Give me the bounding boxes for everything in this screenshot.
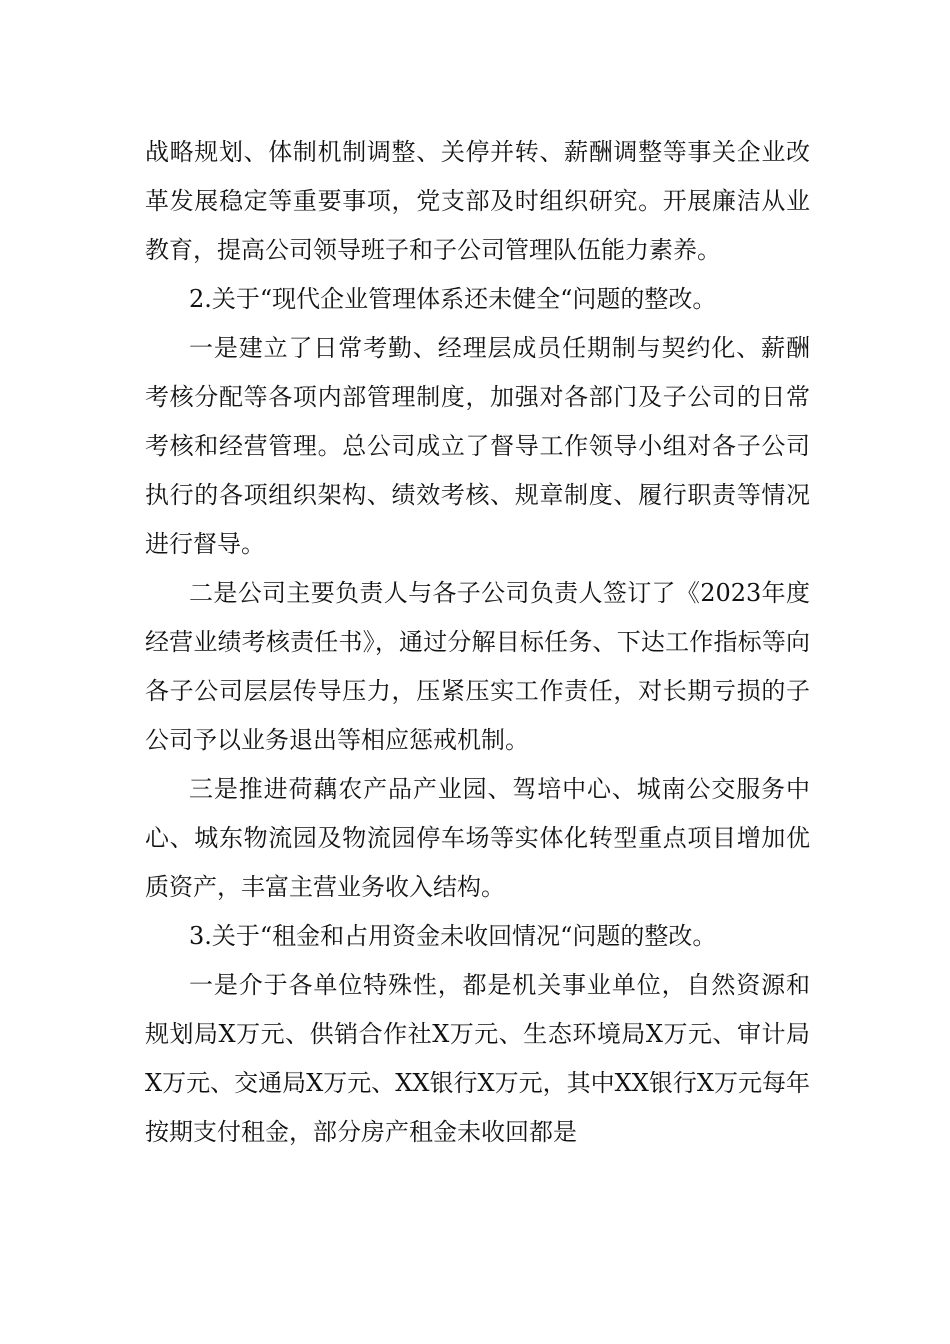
paragraph-item-2-first: 一是建立了日常考勤、经理层成员任期制与契约化、薪酬考核分配等各项内部管理制度，加强对各部门及子公司的日常考核和经营管理。总公司成立了督导工作领导小组对各子公司执行的各项组织架构、绩效考核、规章制度、履行职责等情况进行督导。 — [145, 334, 810, 558]
paragraph-item-3-first: 一是介于各单位特殊性，都是机关事业单位，自然资源和规划局X万元、供销合作社X万元、生态环境局X万元、审计局X万元、交通局X万元、XX银行X万元，其中XX银行X万元每年按期支付租金，部分房产租金未收回都是 — [145, 971, 810, 1146]
document-body — [145, 128, 810, 1157]
heading-item-3: 3.关于“租金和占用资金未收回情况“问题的整改。 — [189, 922, 717, 950]
heading-item-2: 2.关于“现代企业管理体系还未健全“问题的整改。 — [189, 285, 717, 313]
paragraph-continued-strategy: 战略规划、体制机制调整、关停并转、薪酬调整等事关企业改革发展稳定等重要事项，党支部及时组织研究。开展廉洁从业教育，提高公司领导班子和子公司管理队伍能力素养。 — [145, 138, 810, 264]
paragraph-item-2-second: 二是公司主要负责人与各子公司负责人签订了《2023年度经营业绩考核责任书》，通过分解目标任务、下达工作指标等向各子公司层层传导压力，压紧压实工作责任，对长期亏损的子公司予以业务退出等相应惩戒机制。 — [145, 579, 810, 754]
paragraph-item-2-third: 三是推进荷藕农产品产业园、驾培中心、城南公交服务中心、城东物流园及物流园停车场等实体化转型重点项目增加优质资产，丰富主营业务收入结构。 — [145, 775, 810, 901]
